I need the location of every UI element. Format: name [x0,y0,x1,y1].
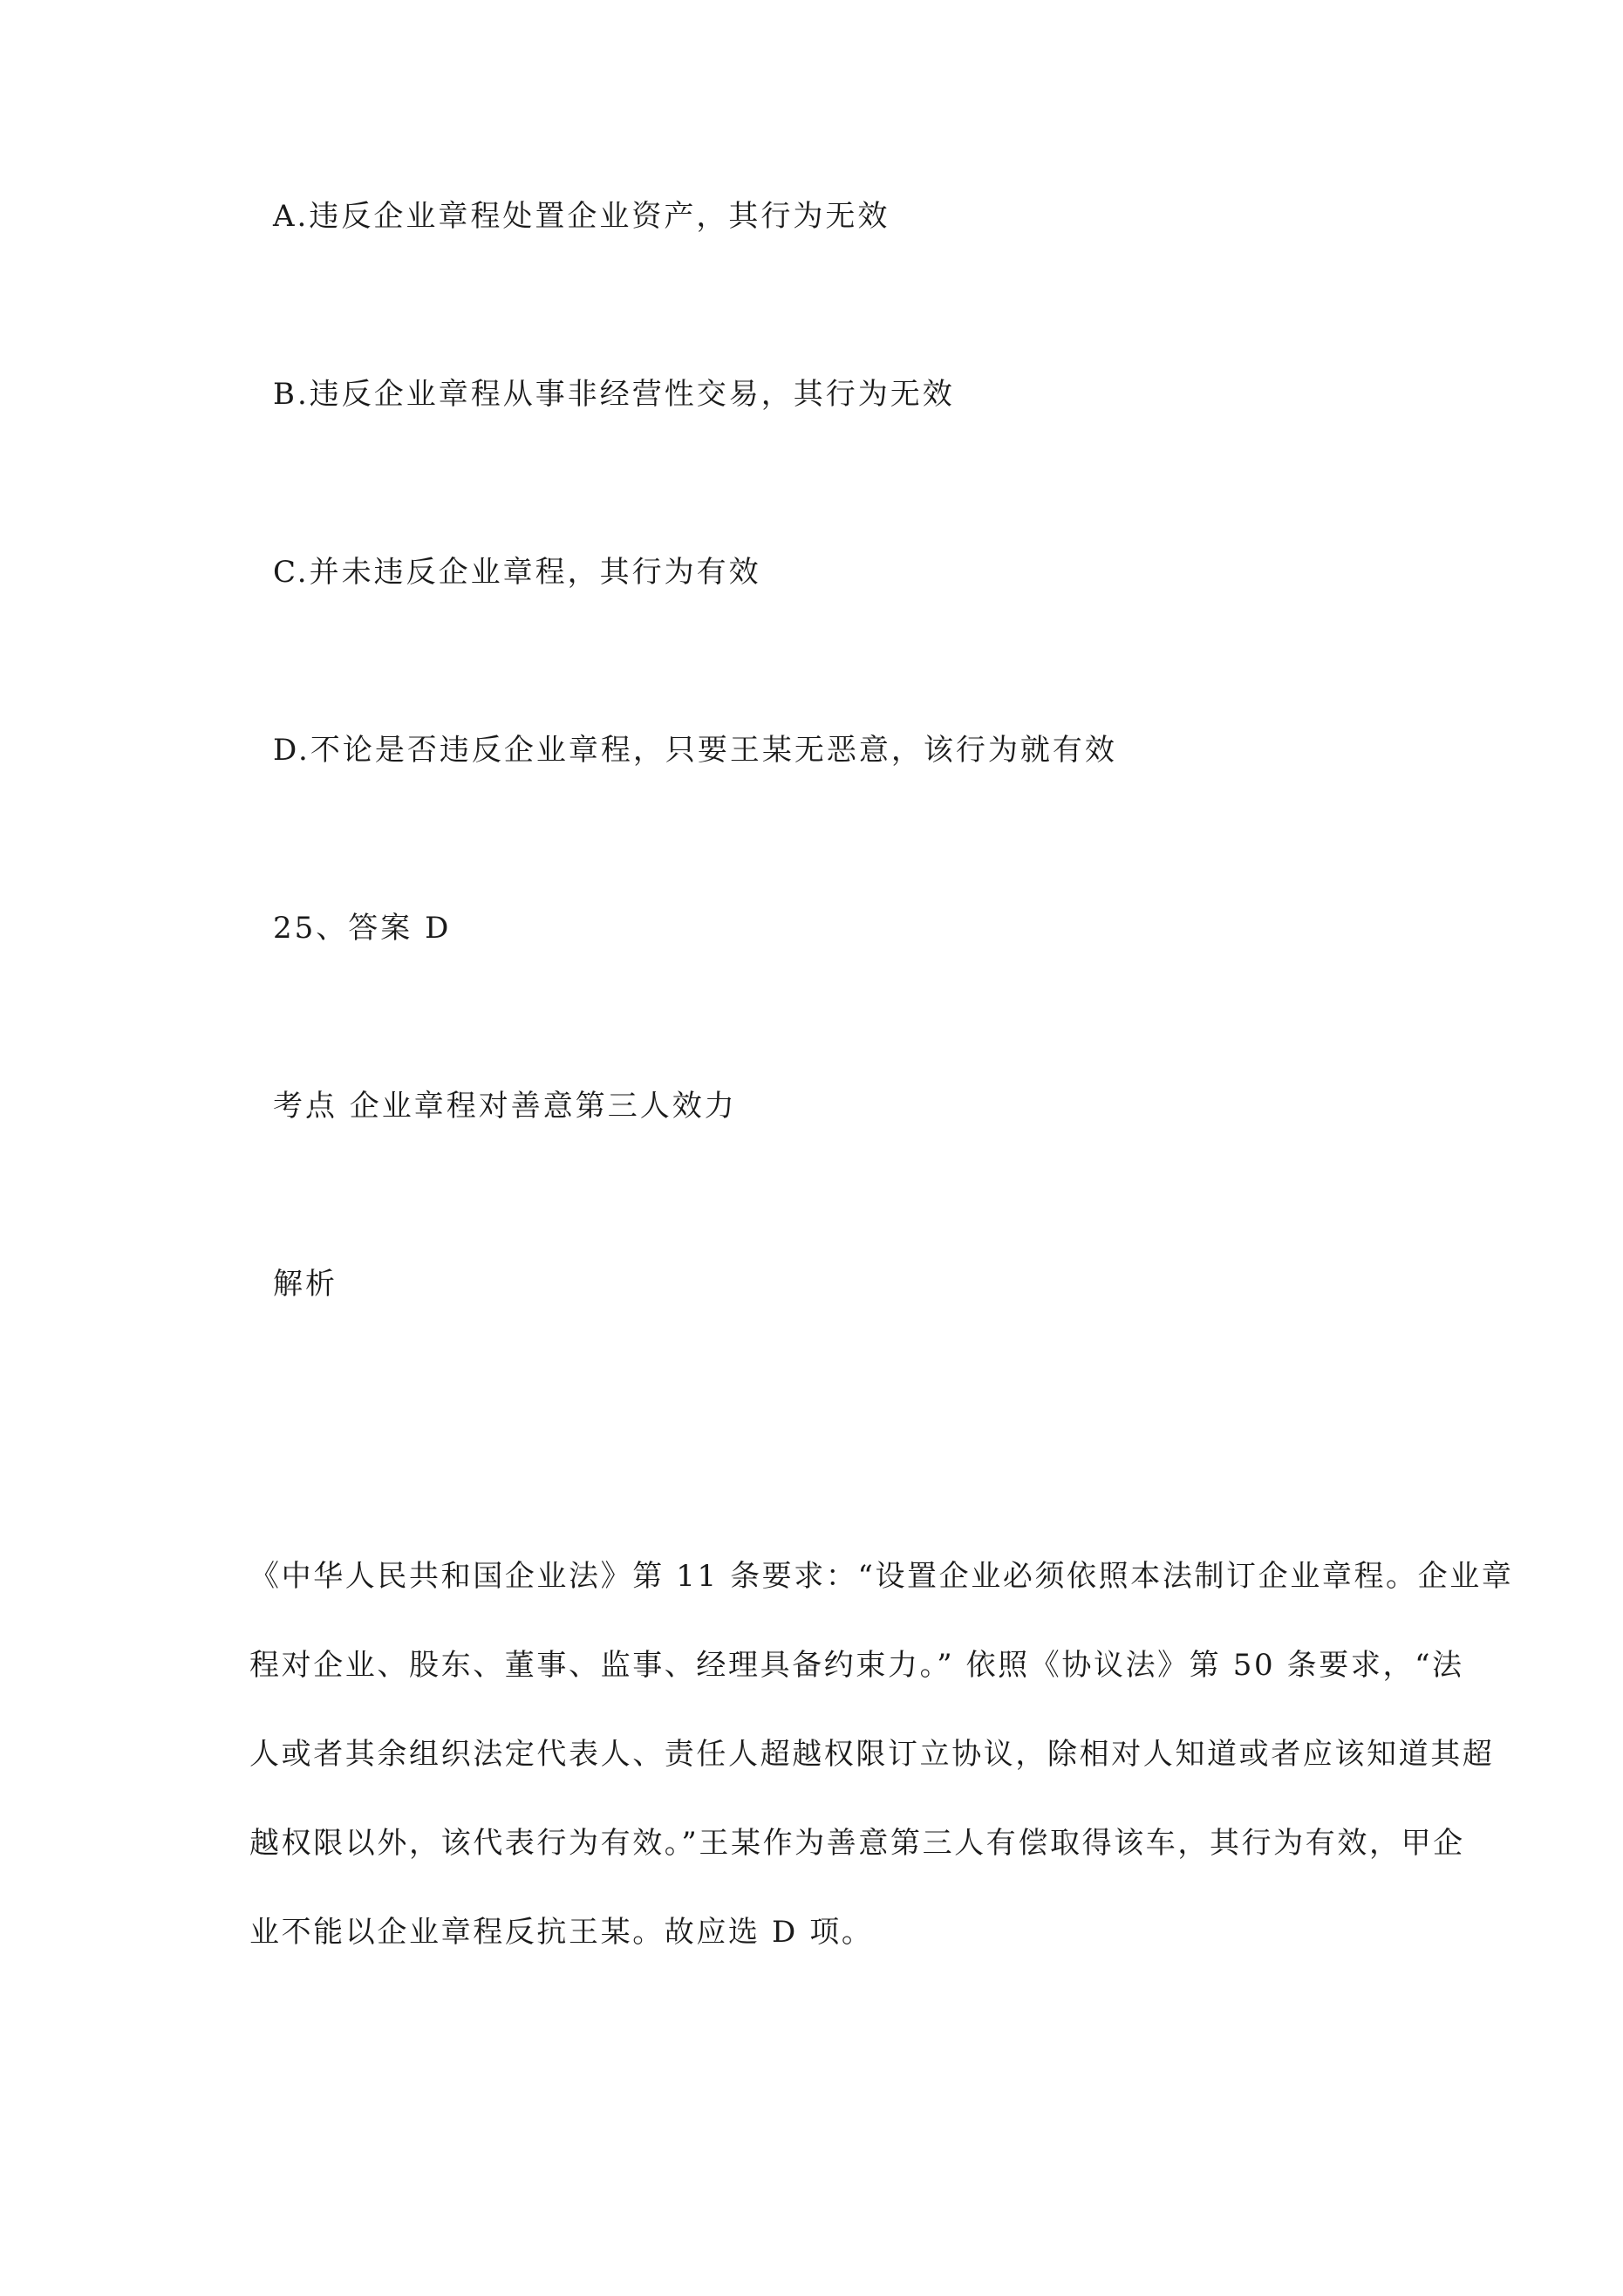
option-c: C.并未违反企业章程，其行为有效 [273,555,761,590]
explanation-line: 越权限以外，该代表行为有效。”王某作为善意第三人有偿取得该车，其行为有效，甲企 [249,1826,1465,1861]
explanation-line: 业不能以企业章程反抗王某。故应选 D 项。 [249,1915,874,1950]
explanation-paragraph [249,1532,1514,1977]
option-a: A.违反企业章程处置企业资产，其行为无效 [273,199,890,234]
option-d: D.不论是否违反企业章程，只要王某无恶意，该行为就有效 [273,733,1117,768]
option-b: B.违反企业章程从事非经营性交易，其行为无效 [273,377,955,412]
exam-point: 考点 企业章程对善意第三人效力 [273,1089,737,1124]
analysis-heading: 解析 [273,1267,338,1302]
explanation-line: 程对企业、股东、董事、监事、经理具备约束力。” 依照《协议法》第 50 条要求，“法 [249,1648,1464,1683]
explanation-line: 《中华人民共和国企业法》第 11 条要求：“设置企业必须依照本法制订企业章程。企业章 [249,1559,1514,1594]
explanation-line: 人或者其余组织法定代表人、责任人超越权限订立协议，除相对人知道或者应该知道其超 [249,1737,1495,1772]
answer-line: 25、答案 D [273,911,452,946]
